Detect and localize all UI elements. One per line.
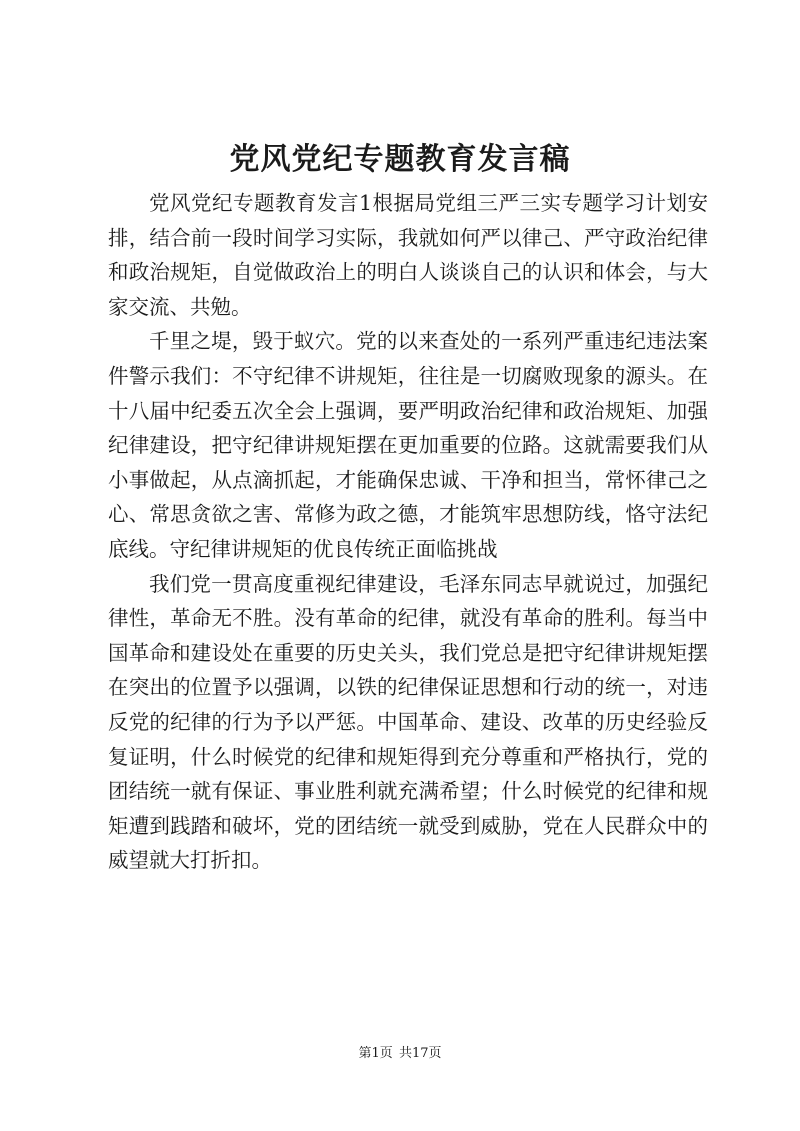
- document-title: 党风党纪专题教育发言稿: [229, 142, 571, 177]
- page-number: 第1页: [358, 1046, 393, 1061]
- paragraph-3: 我们党一贯高度重视纪律建设，毛泽东同志早就说过，加强纪律性，革命无不胜。没有革命的纪律，就没有革命的胜利。每当中国革命和建设处在重要的历史关头，我们党总是把守纪律讲规矩摆在突出的位置予以强调，以铁的纪律保证思想和行动的统一，对违反党的纪律的行为予以严惩。中国革命、建设、改革的历史经验反复证明，什么时候党的纪律和规矩得到充分尊重和严格执行，党的团结统一就有保证、事业胜利就充满希望；什么时候党的纪律和规矩遭到践踏和破坏，党的团结统一就受到威胁，党在人民群众中的威望就大打折扣。: [108, 571, 708, 873]
- page-footer: [0, 1044, 800, 1064]
- document-body: [108, 186, 708, 878]
- paragraph-1: 党风党纪专题教育发言1根据局党组三严三实专题学习计划安排，结合前一段时间学习实际，我就如何严以律己、严守政治纪律和政治规矩，自觉做政治上的明白人谈谈自己的认识和体会，与大家交流、共勉。: [108, 191, 708, 319]
- page-total: 共17页: [398, 1046, 442, 1061]
- paragraph-2: 千里之堤，毁于蚁穴。党的以来查处的一系列严重违纪违法案件警示我们：不守纪律不讲规矩，往往是一切腐败现象的源头。在十八届中纪委五次全会上强调，要严明政治纪律和政治规矩、加强纪律建设，把守纪律讲规矩摆在更加重要的位路。这就需要我们从小事做起，从点滴抓起，才能确保忠诚、干净和担当，常怀律己之心、常思贪欲之害、常修为政之德，才能筑牢思想防线，恪守法纪底线。守纪律讲规矩的优良传统正面临挑战: [108, 329, 708, 561]
